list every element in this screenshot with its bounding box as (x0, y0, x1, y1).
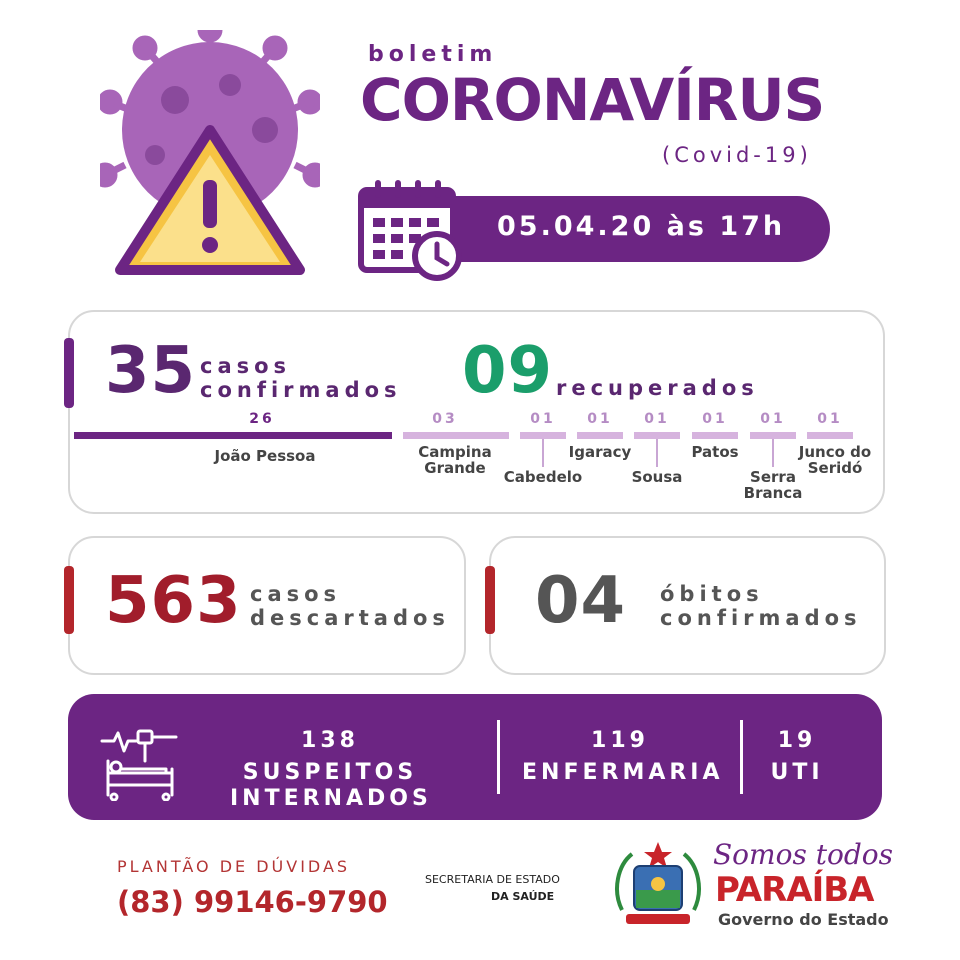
discarded-accent-bar (64, 566, 74, 634)
date-text: 05.04.20 às 17h (497, 211, 786, 242)
suspects-count: 138 (301, 728, 359, 753)
recovered-count: 09 (462, 334, 554, 408)
ward-block (522, 728, 724, 786)
government-label: Governo do Estado (718, 910, 889, 929)
discarded-label-line1: casos (250, 582, 342, 606)
confirmed-label (200, 354, 402, 402)
kicker-text: boletim (368, 42, 498, 67)
city-name: Cabedelo (503, 468, 583, 486)
city-tick (772, 439, 774, 467)
city-bar (74, 432, 392, 439)
state-crest-icon (612, 840, 704, 932)
city-value: 01 (587, 411, 613, 427)
city-name: Sousa (631, 468, 683, 486)
ward-label: ENFERMARIA (522, 760, 724, 785)
suspects-label-line2: INTERNADOS (230, 786, 432, 811)
calendar-clock-icon (355, 178, 470, 283)
city-value: 01 (702, 411, 728, 427)
city-value: 01 (530, 411, 556, 427)
banner-divider (497, 720, 500, 794)
confirmed-label-line2: confirmados (200, 378, 402, 402)
city-bar (577, 432, 623, 439)
deaths-accent-bar (485, 566, 495, 634)
city-value: 03 (432, 411, 458, 427)
state-name: PARAÍBA (715, 870, 874, 910)
hotline-label: PLANTÃO DE DÚVIDAS (117, 857, 351, 876)
banner-divider (740, 720, 743, 794)
city-name: João Pessoa (214, 447, 316, 465)
confirmed-count: 35 (105, 334, 197, 408)
city-value: 01 (644, 411, 670, 427)
page-subtitle: (Covid-19) (662, 143, 812, 167)
virus-warning-icon (100, 30, 320, 290)
city-bar (807, 432, 853, 439)
city-bar (403, 432, 509, 439)
city-name: Patos (691, 443, 739, 461)
hotline-number[interactable]: (83) 99146-9790 (117, 885, 388, 919)
secretaria-line2: DA SAÚDE (491, 890, 555, 903)
suspects-label-line1: SUSPEITOS (242, 760, 418, 785)
city-tick (542, 439, 544, 467)
ward-count: 119 (591, 728, 649, 753)
discarded-label-line2: descartados (250, 606, 450, 630)
city-name: Serra Branca (743, 468, 803, 502)
suspects-block (230, 728, 430, 812)
city-tick (656, 439, 658, 467)
recovered-label: recuperados (556, 376, 759, 400)
hospitalization-banner (68, 694, 882, 820)
city-value: 01 (760, 411, 786, 427)
secretaria-line1: SECRETARIA DE ESTADO (425, 873, 560, 886)
deaths-label-line1: óbitos (660, 582, 764, 606)
icu-count: 19 (777, 728, 817, 753)
page-title: CORONAVÍRUS (360, 66, 825, 134)
deaths-count: 04 (535, 564, 627, 638)
city-bar (750, 432, 796, 439)
discarded-count: 563 (105, 564, 242, 638)
city-value: 26 (249, 411, 275, 427)
city-value: 01 (817, 411, 843, 427)
city-name: Campina Grande (418, 443, 492, 477)
icu-label: UTI (770, 760, 824, 785)
city-bar (520, 432, 566, 439)
deaths-label (660, 582, 862, 630)
city-name: Igaracy (568, 443, 632, 461)
confirmed-label-line1: casos (200, 354, 292, 378)
confirmed-accent-bar (64, 338, 74, 408)
city-bar (634, 432, 680, 439)
city-bar (692, 432, 738, 439)
hospital-bed-icon (100, 725, 180, 801)
city-name: Junco do Seridó (798, 443, 872, 477)
discarded-label (250, 582, 450, 630)
deaths-label-line2: confirmados (660, 606, 862, 630)
slogan-text: Somos todos (713, 838, 893, 871)
icu-block (762, 728, 832, 786)
